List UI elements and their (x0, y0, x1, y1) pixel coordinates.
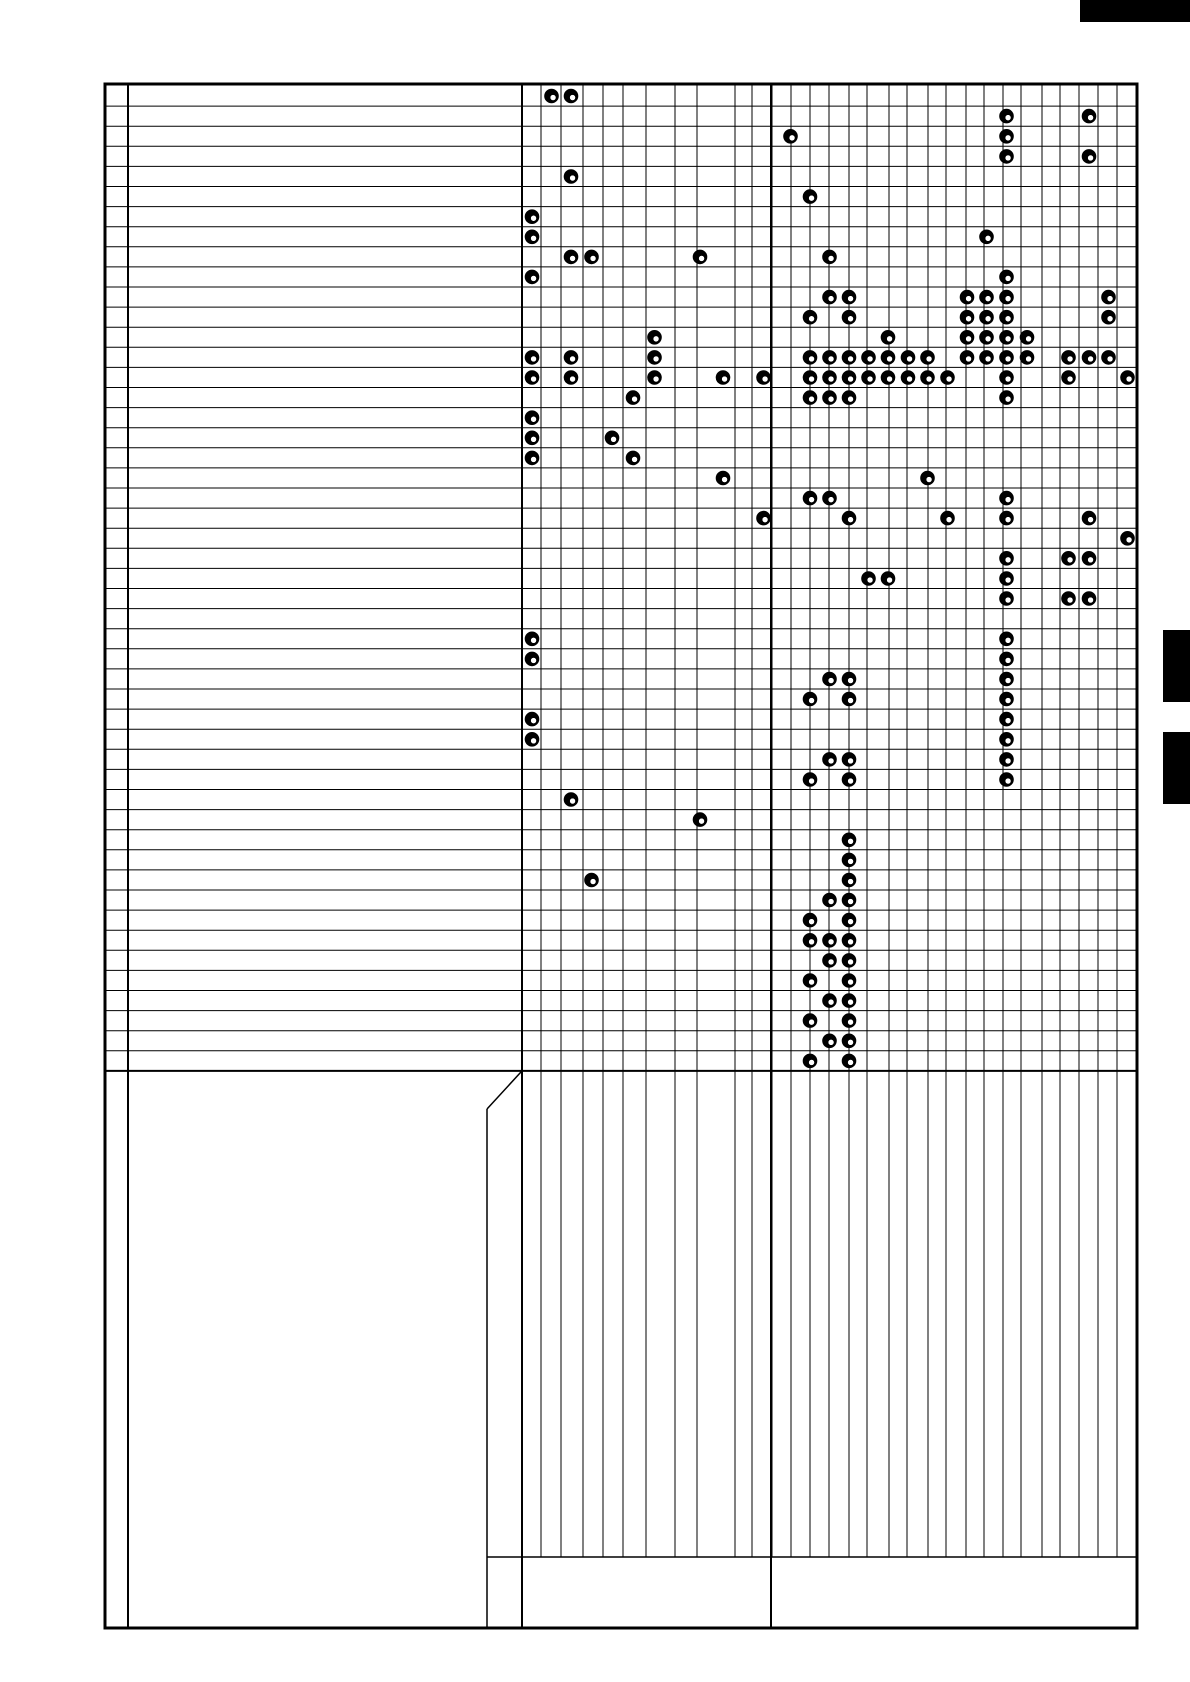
check-mark (823, 894, 836, 907)
check-mark (921, 351, 934, 364)
check-mark (717, 472, 730, 485)
check-mark (862, 351, 875, 364)
check-mark (1062, 371, 1075, 384)
check-mark (565, 250, 578, 263)
check-mark (1000, 512, 1013, 525)
check-mark (980, 351, 993, 364)
check-mark (1102, 291, 1115, 304)
check-mark (882, 572, 895, 585)
check-mark (627, 391, 640, 404)
check-mark (843, 1034, 856, 1047)
lower-section (487, 1071, 1137, 1628)
check-mark (823, 994, 836, 1007)
check-mark (804, 1054, 817, 1067)
check-mark (526, 230, 539, 243)
check-mark (843, 391, 856, 404)
check-mark (843, 894, 856, 907)
check-mark (565, 351, 578, 364)
check-mark (1083, 110, 1096, 123)
check-mark (843, 371, 856, 384)
check-mark (1000, 130, 1013, 143)
check-mark (862, 572, 875, 585)
check-mark (565, 170, 578, 183)
check-mark (1083, 150, 1096, 163)
check-mark (526, 371, 539, 384)
check-mark (1121, 532, 1134, 545)
check-mark (1021, 331, 1034, 344)
check-mark (565, 90, 578, 103)
check-mark (843, 954, 856, 967)
check-mark (526, 210, 539, 223)
check-mark (1000, 371, 1013, 384)
check-mark (804, 391, 817, 404)
check-mark (1102, 311, 1115, 324)
check-mark (1000, 291, 1013, 304)
check-mark (757, 512, 770, 525)
check-mark (843, 1054, 856, 1067)
check-mark (843, 351, 856, 364)
check-mark (843, 914, 856, 927)
check-mark (823, 673, 836, 686)
check-mark (1000, 632, 1013, 645)
check-mark (961, 291, 974, 304)
check-mark (757, 371, 770, 384)
check-mark (823, 934, 836, 947)
check-mark (843, 974, 856, 987)
check-mark (843, 853, 856, 866)
check-mark (902, 371, 915, 384)
check-mark (1000, 652, 1013, 665)
check-mark (980, 230, 993, 243)
check-mark (961, 311, 974, 324)
check-mark (804, 351, 817, 364)
check-mark (843, 934, 856, 947)
check-mark (784, 130, 797, 143)
check-mark (843, 833, 856, 846)
check-mark (606, 431, 619, 444)
check-mark (526, 733, 539, 746)
check-mark (1000, 572, 1013, 585)
check-mark (526, 713, 539, 726)
check-mark (862, 371, 875, 384)
check-mark (565, 371, 578, 384)
check-mark (1000, 733, 1013, 746)
check-mark (882, 331, 895, 344)
check-mark (961, 351, 974, 364)
check-mark (843, 773, 856, 786)
check-mark (627, 451, 640, 464)
check-mark (1062, 592, 1075, 605)
check-mark (823, 954, 836, 967)
check-mark (585, 874, 598, 887)
check-mark (1083, 592, 1096, 605)
check-mark (921, 472, 934, 485)
check-mark (804, 1014, 817, 1027)
check-mark (1083, 512, 1096, 525)
check-mark (648, 351, 661, 364)
check-marks (526, 90, 1135, 1068)
check-mark (843, 311, 856, 324)
check-mark (843, 994, 856, 1007)
check-mark (1021, 351, 1034, 364)
check-mark (804, 492, 817, 505)
check-mark (1000, 331, 1013, 344)
check-mark (804, 693, 817, 706)
check-mark (1083, 552, 1096, 565)
check-mark (1000, 552, 1013, 565)
check-mark (1000, 311, 1013, 324)
check-mark (1000, 592, 1013, 605)
check-mark (804, 371, 817, 384)
check-mark (1000, 110, 1013, 123)
check-mark (843, 874, 856, 887)
check-mark (921, 371, 934, 384)
check-mark (823, 291, 836, 304)
check-mark (1000, 693, 1013, 706)
check-mark (526, 270, 539, 283)
check-mark (545, 90, 558, 103)
check-mark (526, 652, 539, 665)
check-mark (1000, 351, 1013, 364)
check-mark (961, 331, 974, 344)
check-mark (843, 693, 856, 706)
check-mark (823, 391, 836, 404)
check-mark (804, 914, 817, 927)
check-mark (1000, 492, 1013, 505)
check-mark (526, 431, 539, 444)
check-mark (980, 331, 993, 344)
check-mark (823, 753, 836, 766)
corner-slant (487, 1071, 522, 1109)
check-mark (804, 190, 817, 203)
check-mark (843, 673, 856, 686)
check-mark (902, 351, 915, 364)
check-mark (1000, 150, 1013, 163)
check-mark (526, 351, 539, 364)
check-mark (843, 512, 856, 525)
check-mark (1000, 270, 1013, 283)
check-mark (526, 411, 539, 424)
check-mark (823, 250, 836, 263)
check-mark (843, 291, 856, 304)
check-mark (1000, 673, 1013, 686)
check-mark (694, 250, 707, 263)
check-mark (585, 250, 598, 263)
check-mark (804, 974, 817, 987)
check-mark (1000, 713, 1013, 726)
check-mark (823, 492, 836, 505)
check-mark (980, 291, 993, 304)
check-mark (980, 311, 993, 324)
check-mark (823, 1034, 836, 1047)
check-mark (882, 371, 895, 384)
check-mark (1062, 552, 1075, 565)
check-mark (526, 632, 539, 645)
check-mark (526, 451, 539, 464)
check-mark (804, 934, 817, 947)
check-mark (648, 331, 661, 344)
check-mark (843, 753, 856, 766)
check-mark (1102, 351, 1115, 364)
check-mark (804, 311, 817, 324)
check-mark (1000, 391, 1013, 404)
check-mark (1121, 371, 1134, 384)
check-mark (823, 371, 836, 384)
check-mark (717, 371, 730, 384)
check-mark (941, 512, 954, 525)
check-mark (1083, 351, 1096, 364)
check-mark (882, 351, 895, 364)
check-mark (1062, 351, 1075, 364)
check-mark (1000, 773, 1013, 786)
check-mark (565, 793, 578, 806)
check-mark (843, 1014, 856, 1027)
check-mark (648, 371, 661, 384)
check-mark (804, 773, 817, 786)
check-mark (1000, 753, 1013, 766)
check-mark (941, 371, 954, 384)
check-mark (694, 813, 707, 826)
check-mark (823, 351, 836, 364)
